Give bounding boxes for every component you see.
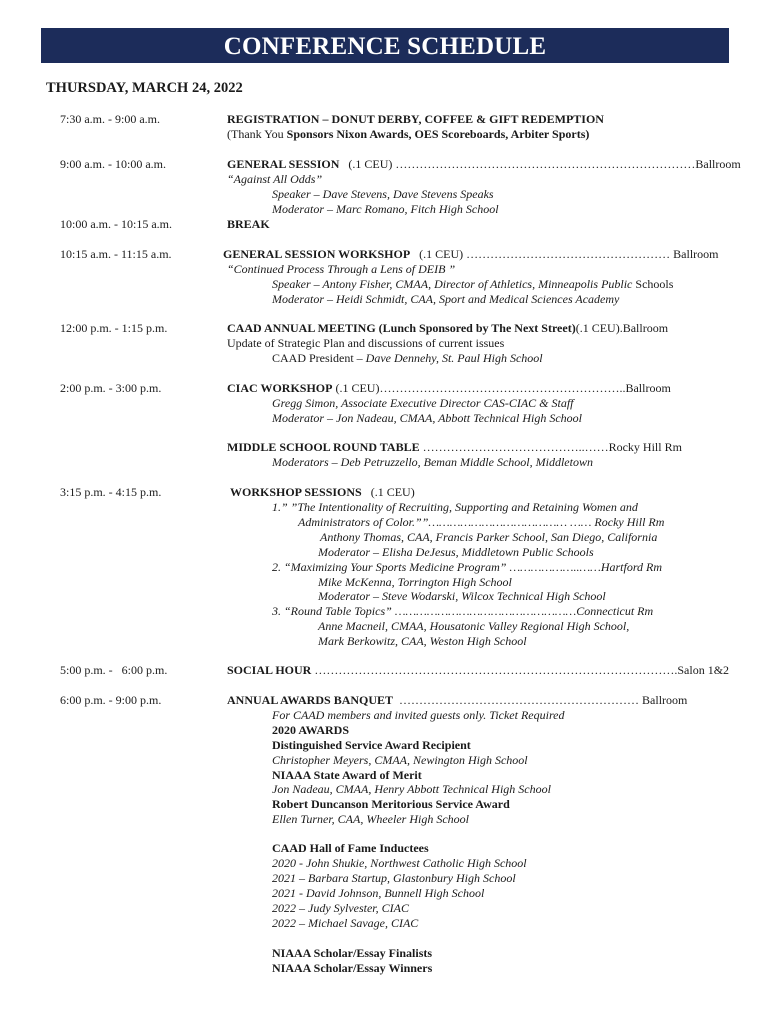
award-state-merit: NIAAA State Award of Merit [272,768,422,782]
sponsors-names: Sponsors Nixon Awards, OES Scoreboards, Arbiter Sports) [286,127,590,141]
workshop-2-moderator: Moderator – Steve Wodarski, Wilcox Technical High School [318,589,606,603]
workshop-3-presenter-2: Mark Berkowitz, CAA, Weston High School [318,634,527,648]
awards-year-heading: 2020 AWARDS [272,723,350,737]
workshop-3-presenter-1: Anne Macneil, CMAA, Housatonic Valley Regional High School, [318,619,630,633]
social-hour-title: SOCIAL HOUR [227,663,312,677]
workshop-sessions-heading [230,485,415,500]
social-hour-heading [227,663,729,678]
gs-workshop-moderator: Moderator – Heidi Schmidt, CAA, Sport and Medical Sciences Academy [272,292,620,306]
gs-workshop-topic: “Continued Process Through a Lens of DEIB ” [227,262,456,276]
workshop-3-title: 3. “Round Table Topics” ……………………………………………Connecticut Rm [272,604,654,618]
time-workshop: 10:15 a.m. - 11:15 a.m. [60,247,172,261]
president-label: CAAD President – [272,351,366,365]
time-ciac-workshop: 2:00 p.m. - 3:00 p.m. [60,381,162,395]
gs-workshop-speaker-name: Speaker – Antony Fisher, CMAA, Director of Athletics, Minneapolis Public [272,277,633,291]
general-session-ceu: (.1 CEU) …………………………………………………………………Ballroom [339,157,741,171]
annual-meeting-ceu: (.1 CEU).Ballroom [575,321,669,335]
title-banner [41,28,729,63]
time-registration: 7:30 a.m. - 9:00 a.m. [60,112,160,126]
banquet-room: …………………………………………………… Ballroom [393,693,688,707]
middle-school-title: MIDDLE SCHOOL ROUND TABLE [227,440,420,454]
hall-of-fame-inductee: 2022 – Michael Savage, CIAC [272,916,419,930]
award-distinguished-service-recipient: Christopher Meyers, CMAA, Newington High School [272,753,528,767]
gs-workshop-speaker-tail: Schools [632,277,674,291]
ciac-workshop-heading [227,381,671,396]
time-annual-meeting: 12:00 p.m. - 1:15 p.m. [60,321,168,335]
middle-school-room: …………………………………..……Rocky Hill Rm [419,440,682,454]
scholar-winners: NIAAA Scholar/Essay Winners [272,961,433,975]
award-state-merit-recipient: Jon Nadeau, CMAA, Henry Abbott Technical High School [272,782,551,796]
social-hour-room: ……………………………………………………………………………….Salon 1&2 [311,663,730,677]
time-break: 10:00 a.m. - 10:15 a.m. [60,217,172,231]
middle-school-heading [227,440,682,455]
annual-meeting-title: CAAD ANNUAL MEETING (Lunch Sponsored by The Next Street) [227,321,576,335]
break-heading: BREAK [227,217,270,231]
workshop-2-title: 2. “Maximizing Your Sports Medicine Program” ………………..……Hartford Rm [272,560,663,574]
workshop-sessions-title: WORKSHOP SESSIONS [230,485,362,499]
workshop-sessions-ceu: (.1 CEU) [361,485,415,499]
hall-of-fame-inductee: 2020 - John Shukie, Northwest Catholic High School [272,856,527,870]
ciac-workshop-ceu: (.1 CEU)……………………………………………………..Ballroom [332,381,671,395]
ciac-workshop-title: CIAC WORKSHOP [227,381,333,395]
registration-heading: REGISTRATION – DONUT DERBY, COFFEE & GIFT REDEMPTION [227,112,604,126]
gs-workshop-speaker [272,277,673,292]
gs-workshop-title: GENERAL SESSION WORKSHOP [223,247,411,261]
hall-of-fame-inductee: 2021 – Barbara Startup, Glastonbury High School [272,871,516,885]
sponsors-prefix: (Thank You [227,127,287,141]
banquet-note: For CAAD members and invited guests only. Ticket Required [272,708,565,722]
workshop-1-title: 1.” ”The Intentionality of Recruiting, Supporting and Retaining Women and [272,500,638,514]
president-name: Dave Dennehy, St. Paul High School [365,351,543,365]
time-general-session: 9:00 a.m. - 10:00 a.m. [60,157,166,171]
time-workshop-sessions: 3:15 p.m. - 4:15 p.m. [60,485,162,499]
annual-meeting-agenda: Update of Strategic Plan and discussions of current issues [227,336,505,350]
hall-of-fame-inductee: 2021 - David Johnson, Bunnell High School [272,886,485,900]
ciac-workshop-speaker: Gregg Simon, Associate Executive Director CAS-CIAC & Staff [272,396,574,410]
scholar-finalists: NIAAA Scholar/Essay Finalists [272,946,433,960]
ciac-workshop-moderator: Moderator – Jon Nadeau, CMAA, Abbott Technical High School [272,411,582,425]
time-banquet: 6:00 p.m. - 9:00 p.m. [60,693,162,707]
general-session-topic: “Against All Odds” [227,172,323,186]
general-session-heading [227,157,741,172]
gs-workshop-ceu: (.1 CEU) …………………………………………… Ballroom [410,247,719,261]
hall-of-fame-inductee: 2022 – Judy Sylvester, CIAC [272,901,409,915]
workshop-1-moderator: Moderator – Elisha DeJesus, Middletown Public Schools [318,545,594,559]
hall-of-fame-heading: CAAD Hall of Fame Inductees [272,841,429,855]
banquet-heading [227,693,687,708]
general-session-moderator: Moderator – Marc Romano, Fitch High School [272,202,499,216]
general-session-title: GENERAL SESSION [227,157,340,171]
award-distinguished-service: Distinguished Service Award Recipient [272,738,471,752]
middle-school-moderators: Moderators – Deb Petruzzello, Beman Middle School, Middletown [272,455,593,469]
workshop-2-presenter: Mike McKenna, Torrington High School [318,575,512,589]
time-social-hour: 5:00 p.m. - 6:00 p.m. [60,663,168,677]
award-meritorious-service-recipient: Ellen Turner, CAA, Wheeler High School [272,812,469,826]
gs-workshop-heading [223,247,719,262]
registration-sponsors [227,127,589,142]
workshop-1-title-cont: Administrators of Color.””………………………………… …… Rocky Hill Rm [298,515,665,529]
award-meritorious-service: Robert Duncanson Meritorious Service Award [272,797,510,811]
general-session-speaker: Speaker – Dave Stevens, Dave Stevens Speaks [272,187,494,201]
day-heading: THURSDAY, MARCH 24, 2022 [46,80,243,96]
annual-meeting-heading [227,321,668,336]
annual-meeting-president [272,351,543,366]
workshop-1-presenter: Anthony Thomas, CAA, Francis Parker School, San Diego, California [320,530,658,544]
banquet-title: ANNUAL AWARDS BANQUET [227,693,394,707]
page-title: CONFERENCE SCHEDULE [223,33,547,60]
